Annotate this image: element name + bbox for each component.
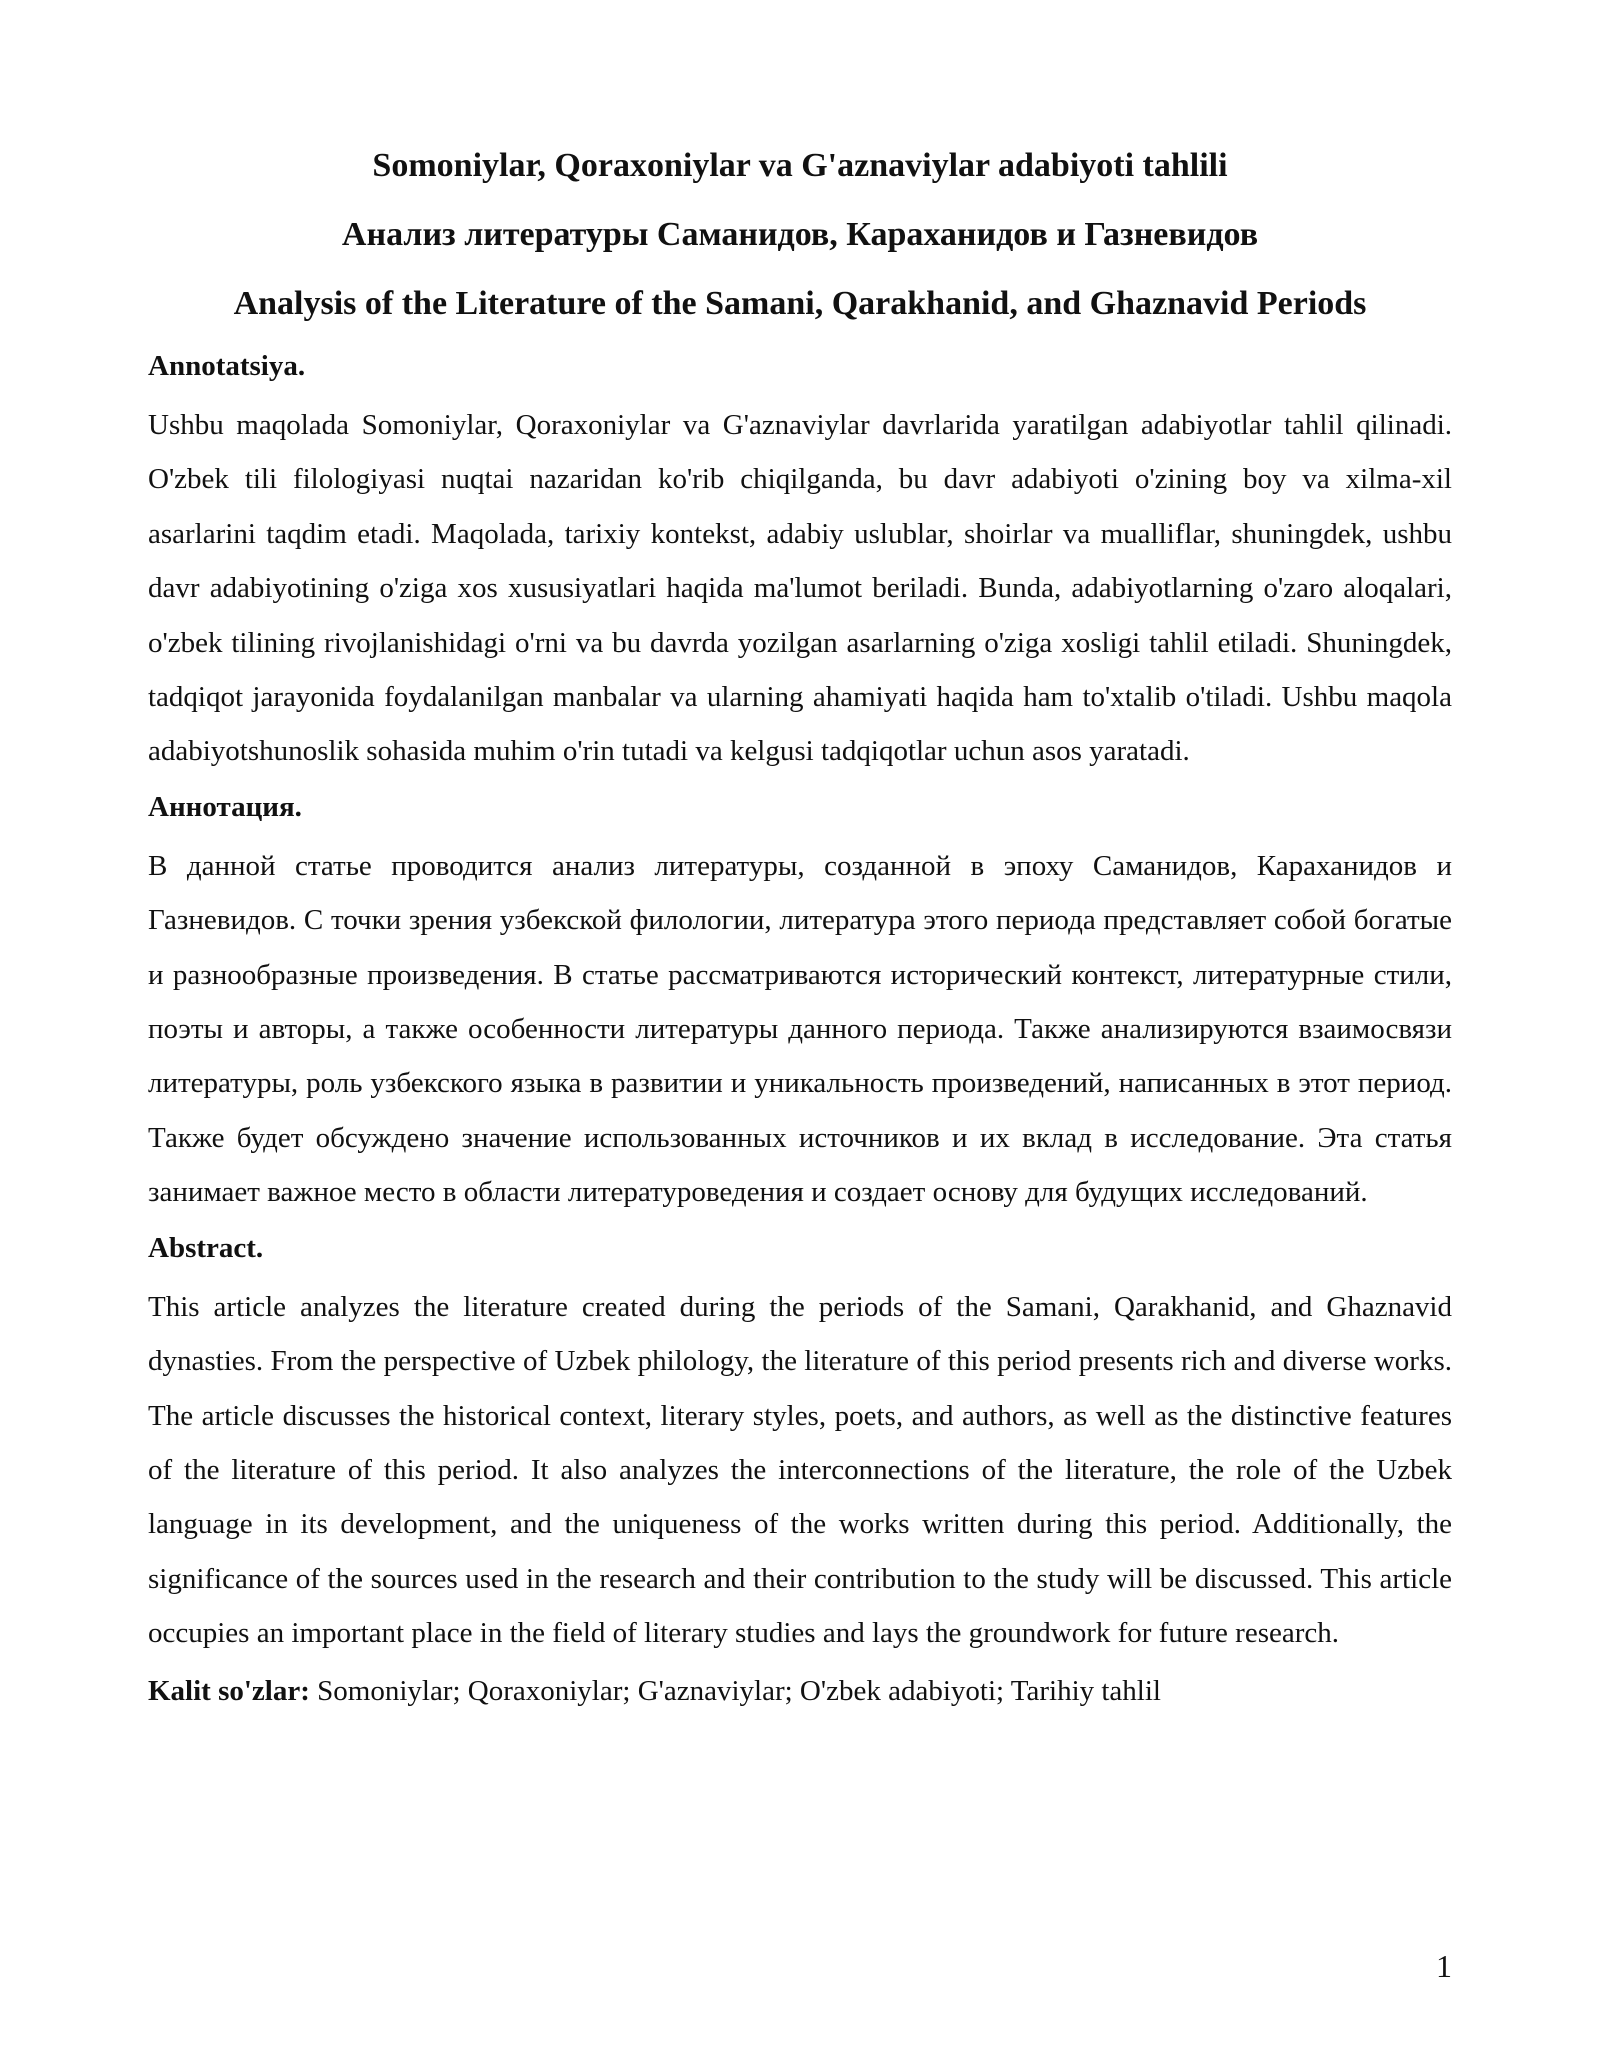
annotation-uz-heading: Annotatsiya. bbox=[148, 350, 306, 382]
keywords-list: Somoniylar; Qoraxoniylar; G'aznaviylar; O'zbek adabiyoti; Tarihiy tahlil bbox=[309, 1674, 1161, 1707]
annotation-ru-text: В данной статье проводится анализ литературы, созданной в эпоху Саманидов, Караханидов и Газневидов. С точки зрения узбекской филологии, литература этого периода представляет собой богатые и разнообразные произведения. В статье рассматриваются исторический контекст, литературные стили, поэты и авторы, а также особенности литературы данного периода. Также анализируются взаимосвязи литературы, роль узбекского языка в развитии и уникальность произведений, написанных в этот период. Также будет обсуждено значение использованных источников и их вклад в исследование. Эта статья занимает важное место в области литературоведения и создает основу для будущих исследований. bbox=[148, 849, 1452, 1209]
keywords-label: Kalit so'zlar: bbox=[148, 1674, 310, 1707]
title-russian: Анализ литературы Саманидов, Караханидов и Газневидов bbox=[341, 216, 1259, 253]
keywords-line bbox=[148, 1671, 1452, 1711]
abstract-text: This article analyzes the literature created during the periods of the Samani, Qarakhanid, and Ghaznavid dynasties. From the perspective of Uzbek philology, the literature of this period presents rich and diverse works. The article discusses the historical context, literary styles, poets, and authors, as well as the distinctive features of the literature of this period. It also analyzes the interconnections of the literature, the role of the Uzbek language in its development, and the uniqueness of the works written during this period. Additionally, the significance of the sources used in the research and their contribution to the study will be discussed. This article occupies an important place in the field of literary studies and lays the groundwork for future research. bbox=[148, 1290, 1452, 1650]
page-number: 1 bbox=[1436, 1948, 1452, 1984]
annotation-ru-heading: Аннотация. bbox=[148, 790, 302, 823]
title-uzbek: Somoniylar, Qoraxoniylar va G'aznaviylar adabiyoti tahlili bbox=[372, 147, 1228, 184]
annotation-uz-text: Ushbu maqolada Somoniylar, Qoraxoniylar va G'aznaviylar davrlarida yaratilgan adabiyotlar tahlil qilinadi. O'zbek tili filologiyasi nuqtai nazaridan ko'rib chiqilganda, bu davr adabiyoti o'zining boy va xilma-xil asarlarini taqdim etadi. Maqolada, tarixiy kontekst, adabiy uslublar, shoirlar va mualliflar, shuningdek, ushbu davr adabiyotining o'ziga xos xususiyatlari haqida ma'lumot beriladi. Bunda, adabiyotlarning o'zaro aloqalari, o'zbek tilining rivojlanishidagi o'rni va bu davrda yozilgan asarlarning o'ziga xosligi tahlil etiladi. Shuningdek, tadqiqot jarayonida foydalanilgan manbalar va ularning ahamiyati haqida ham to'xtalib o'tiladi. Ushbu maqola adabiyotshunoslik sohasida muhim o'rin tutadi va kelgusi tadqiqotlar uchun asos yaratadi. bbox=[148, 409, 1452, 768]
document-page bbox=[148, 146, 1452, 1711]
title-english: Analysis of the Literature of the Samani, Qarakhanid, and Ghaznavid Periods bbox=[233, 285, 1367, 322]
abstract-heading: Abstract. bbox=[148, 1231, 264, 1264]
